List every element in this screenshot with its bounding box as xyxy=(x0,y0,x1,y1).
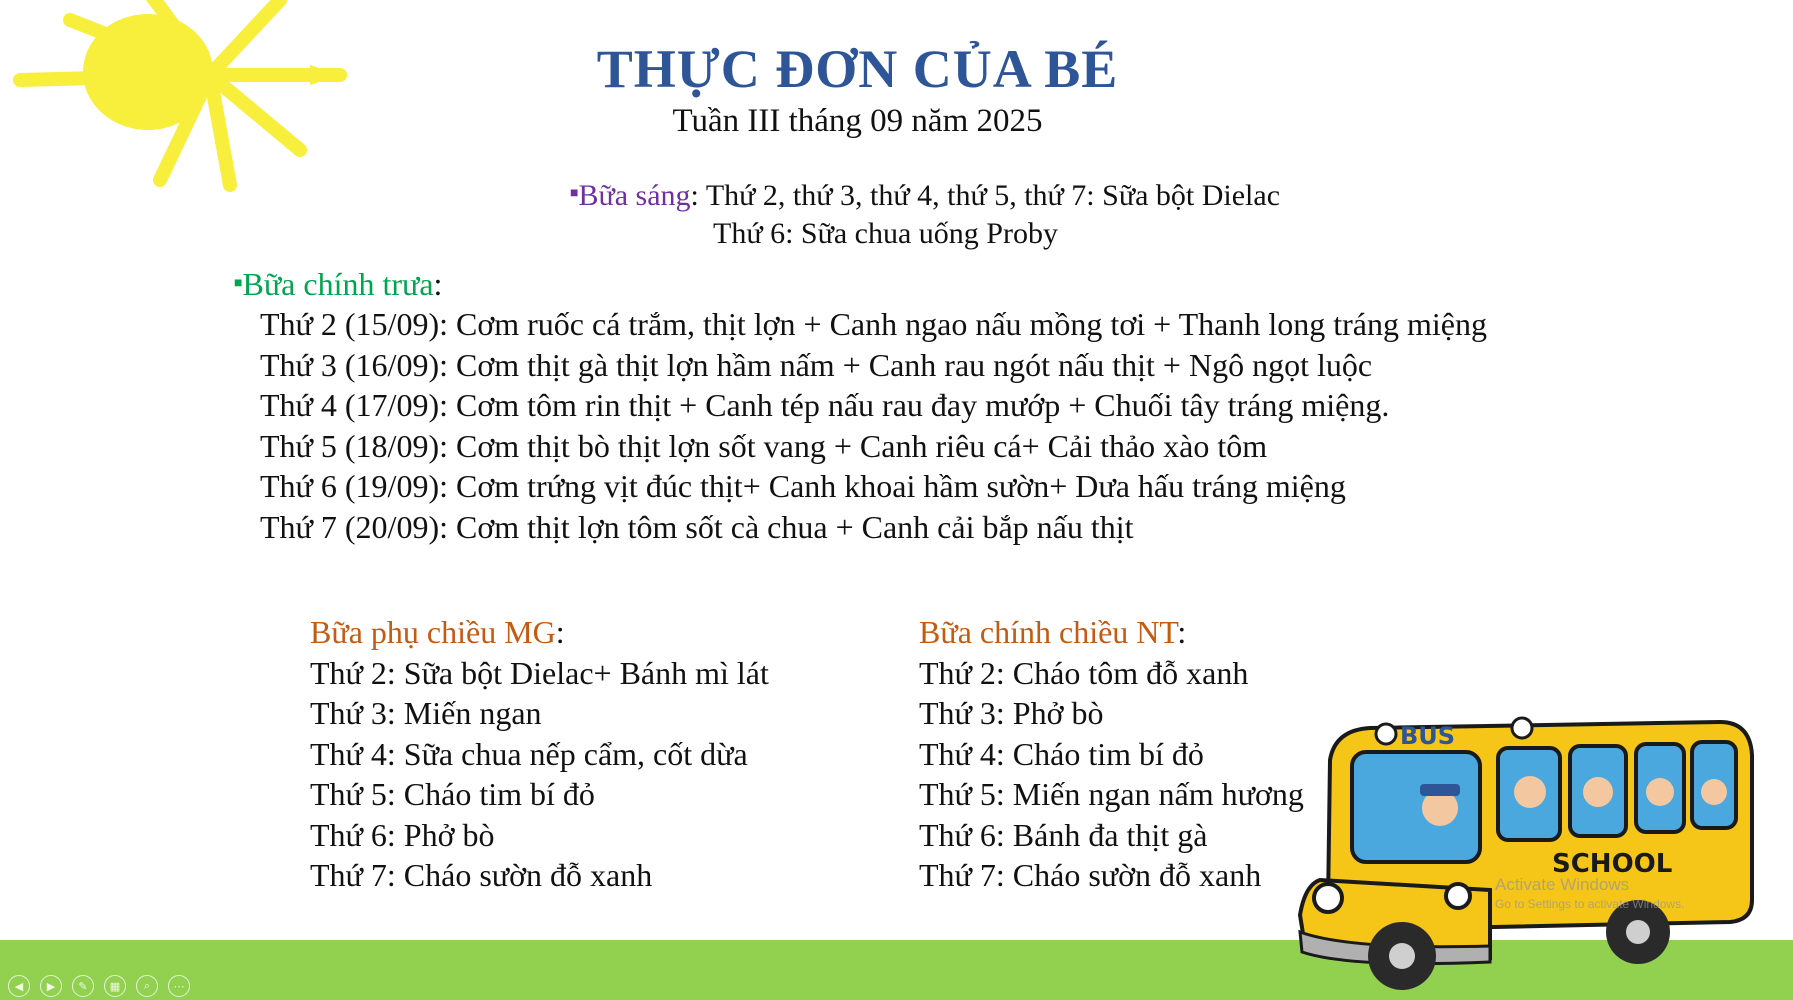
school-bus-image xyxy=(1290,700,1770,1000)
next-icon[interactable]: ▶ xyxy=(40,975,62,997)
afternoon-mg-item: Thứ 6: Phở bò xyxy=(310,816,495,853)
afternoon-nt-colon: : xyxy=(1177,614,1187,650)
afternoon-mg-label: Bữa phụ chiều MG xyxy=(310,614,556,650)
afternoon-mg-item: Thứ 7: Cháo sườn đỗ xanh xyxy=(310,857,653,893)
afternoon-mg-item: Thứ 2: Sữa bột Dielac+ Bánh mì lát xyxy=(310,654,769,691)
afternoon-nt-item: Thứ 3: Phở bò xyxy=(919,695,1104,731)
afternoon-nt-section xyxy=(919,612,1304,896)
afternoon-mg-item: Thứ 3: Miến ngan xyxy=(310,695,542,731)
lunch-heading xyxy=(234,266,442,303)
lunch-item: Thứ 7 (20/09): Cơm thịt lợn tôm sốt cà chua + Canh cải bắp nấu thịt xyxy=(260,508,1134,545)
slides-grid-icon[interactable]: ▦ xyxy=(104,975,126,997)
afternoon-mg-section xyxy=(310,612,769,896)
breakfast-label: Bữa sáng xyxy=(578,179,691,212)
breakfast-section xyxy=(570,178,1280,252)
bullet-icon: ■ xyxy=(570,186,579,202)
breakfast-line-1 xyxy=(570,178,1280,216)
breakfast-text: : Thứ 2, thứ 3, thứ 4, thứ 5, thứ 7: Sữa bột Dielac xyxy=(690,179,1281,212)
afternoon-nt-item: Thứ 6: Bánh đa thịt gà xyxy=(919,816,1208,853)
breakfast-line-2: Thứ 6: Sữa chua uống Proby xyxy=(713,217,1058,251)
pen-icon[interactable]: ✎ xyxy=(72,975,94,997)
afternoon-mg-item: Thứ 5: Cháo tim bí đỏ xyxy=(310,776,595,812)
menu-subtitle: Tuần III tháng 09 năm 2025 xyxy=(672,103,1043,139)
menu-title: THỰC ĐƠN CỦA BÉ xyxy=(596,39,1119,99)
lunch-list xyxy=(260,304,1487,547)
afternoon-mg-item: Thứ 4: Sữa chua nếp cẩm, cốt dừa xyxy=(310,735,748,772)
slideshow-controls xyxy=(8,975,190,997)
afternoon-mg-colon: : xyxy=(555,614,565,650)
lunch-item: Thứ 5 (18/09): Cơm thịt bò thịt lợn sốt vang + Canh riêu cá+ Cải thảo xào tôm xyxy=(260,427,1268,464)
watermark-subtitle: Go to Settings to activate Windows. xyxy=(1495,897,1685,911)
afternoon-nt-item: Thứ 4: Cháo tim bí đỏ xyxy=(919,735,1204,772)
afternoon-mg-heading xyxy=(310,612,769,653)
bus-sign-top: BUS xyxy=(1400,722,1456,750)
more-options-icon[interactable]: ⋯ xyxy=(168,975,190,997)
afternoon-nt-heading xyxy=(919,612,1304,653)
watermark-title: Activate Windows xyxy=(1495,875,1630,894)
lunch-item: Thứ 2 (15/09): Cơm ruốc cá trắm, thịt lợn + Canh ngao nấu mồng tơi + Thanh long tráng miệng xyxy=(260,306,1487,342)
lunch-item: Thứ 4 (17/09): Cơm tôm rin thịt + Canh tép nấu rau đay mướp + Chuối tây tráng miệng. xyxy=(260,387,1390,423)
lunch-colon: : xyxy=(433,266,443,302)
activation-watermark xyxy=(1495,875,1684,911)
zoom-icon[interactable]: ⌕ xyxy=(136,975,158,997)
afternoon-nt-item: Thứ 5: Miến ngan nấm hương xyxy=(919,776,1304,812)
previous-icon[interactable]: ◀ xyxy=(8,975,30,997)
lunch-item: Thứ 3 (16/09): Cơm thịt gà thịt lợn hầm nấm + Canh rau ngót nấu thịt + Ngô ngọt luộc xyxy=(260,346,1373,383)
lunch-item: Thứ 6 (19/09): Cơm trứng vịt đúc thịt+ Canh khoai hầm sườn+ Dưa hấu tráng miệng xyxy=(260,468,1346,504)
bus-sign-side: SCHOOL xyxy=(1552,849,1673,879)
afternoon-nt-item: Thứ 2: Cháo tôm đỗ xanh xyxy=(919,654,1249,691)
bullet-icon: ■ xyxy=(234,275,243,291)
afternoon-nt-label: Bữa chính chiều NT xyxy=(919,614,1178,650)
lunch-label: Bữa chính trưa xyxy=(242,266,434,302)
afternoon-nt-item: Thứ 7: Cháo sườn đỗ xanh xyxy=(919,857,1262,893)
